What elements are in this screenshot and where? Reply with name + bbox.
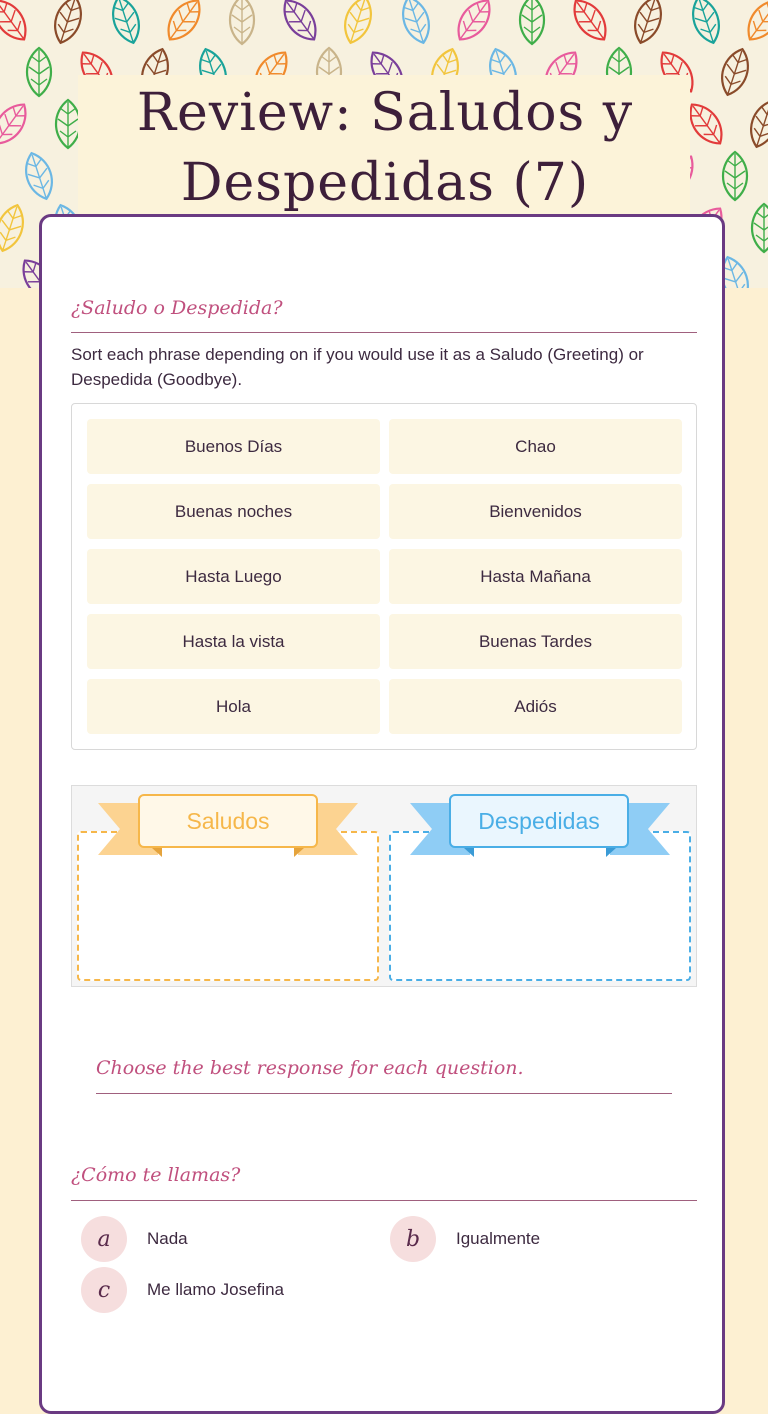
leaf-icon	[20, 149, 58, 202]
leaf-icon	[56, 100, 80, 148]
page-title: Review: Saludos y Despedidas (7)	[136, 83, 634, 213]
section-divider	[71, 332, 697, 333]
option-letter-badge: c	[81, 1267, 127, 1313]
option-letter-badge: b	[390, 1216, 436, 1262]
phrase-chip[interactable]: Hasta Luego	[87, 549, 380, 604]
leaf-icon	[0, 201, 29, 254]
phrase-chip[interactable]: Bienvenidos	[389, 484, 682, 539]
option-text: Me llamo Josefina	[147, 1280, 285, 1299]
option-a[interactable]	[81, 1216, 188, 1262]
option-text: Igualmente	[456, 1229, 541, 1248]
leaf-icon	[276, 0, 324, 46]
leaf-icon	[745, 97, 768, 150]
leaf-icon	[752, 204, 768, 252]
leaf-icon	[160, 0, 208, 46]
leaf-icon	[0, 0, 34, 46]
phrase-chip[interactable]: Hasta la vista	[87, 614, 380, 669]
sort-section-title: ¿Saludo o Despedida?	[71, 297, 283, 319]
section-divider	[96, 1093, 672, 1094]
phrase-chip[interactable]: Buenas Tardes	[389, 614, 682, 669]
option-letter-badge: a	[81, 1216, 127, 1262]
saludos-label: Saludos	[138, 794, 318, 848]
leaf-icon	[230, 0, 254, 44]
leaf-icon	[107, 0, 145, 47]
option-text: Nada	[147, 1229, 188, 1248]
leaf-icon	[397, 0, 435, 47]
despedidas-label: Despedidas	[449, 794, 629, 848]
leaf-icon	[520, 0, 544, 44]
leaf-icon	[740, 0, 768, 46]
leaf-icon	[27, 48, 51, 96]
sort-instructions: Sort each phrase depending on if you would use it as a Saludo (Greeting) or Despedida (Goodbye).	[71, 345, 644, 389]
leaf-icon	[339, 0, 377, 47]
leaf-icon	[723, 152, 747, 200]
phrase-chip[interactable]: Hasta Mañana	[389, 549, 682, 604]
leaf-icon	[566, 0, 614, 46]
option-b[interactable]	[390, 1216, 540, 1262]
phrase-chip[interactable]: Buenas noches	[87, 484, 380, 539]
leaf-icon	[49, 0, 87, 47]
phrase-chip[interactable]: Adiós	[389, 679, 682, 734]
leaf-icon	[687, 0, 725, 47]
leaf-icon	[716, 45, 754, 98]
phrase-chip[interactable]: Buenos Días	[87, 419, 380, 474]
choice-intro-title: Choose the best response for each question.	[96, 1057, 524, 1079]
leaf-icon	[629, 0, 667, 47]
option-c[interactable]	[81, 1267, 284, 1313]
phrase-chip[interactable]: Chao	[389, 419, 682, 474]
question-title: ¿Cómo te llamas?	[71, 1164, 241, 1186]
leaf-icon	[450, 0, 498, 46]
phrase-chip[interactable]: Hola	[87, 679, 380, 734]
section-divider	[71, 1200, 697, 1201]
leaf-icon	[0, 98, 34, 151]
